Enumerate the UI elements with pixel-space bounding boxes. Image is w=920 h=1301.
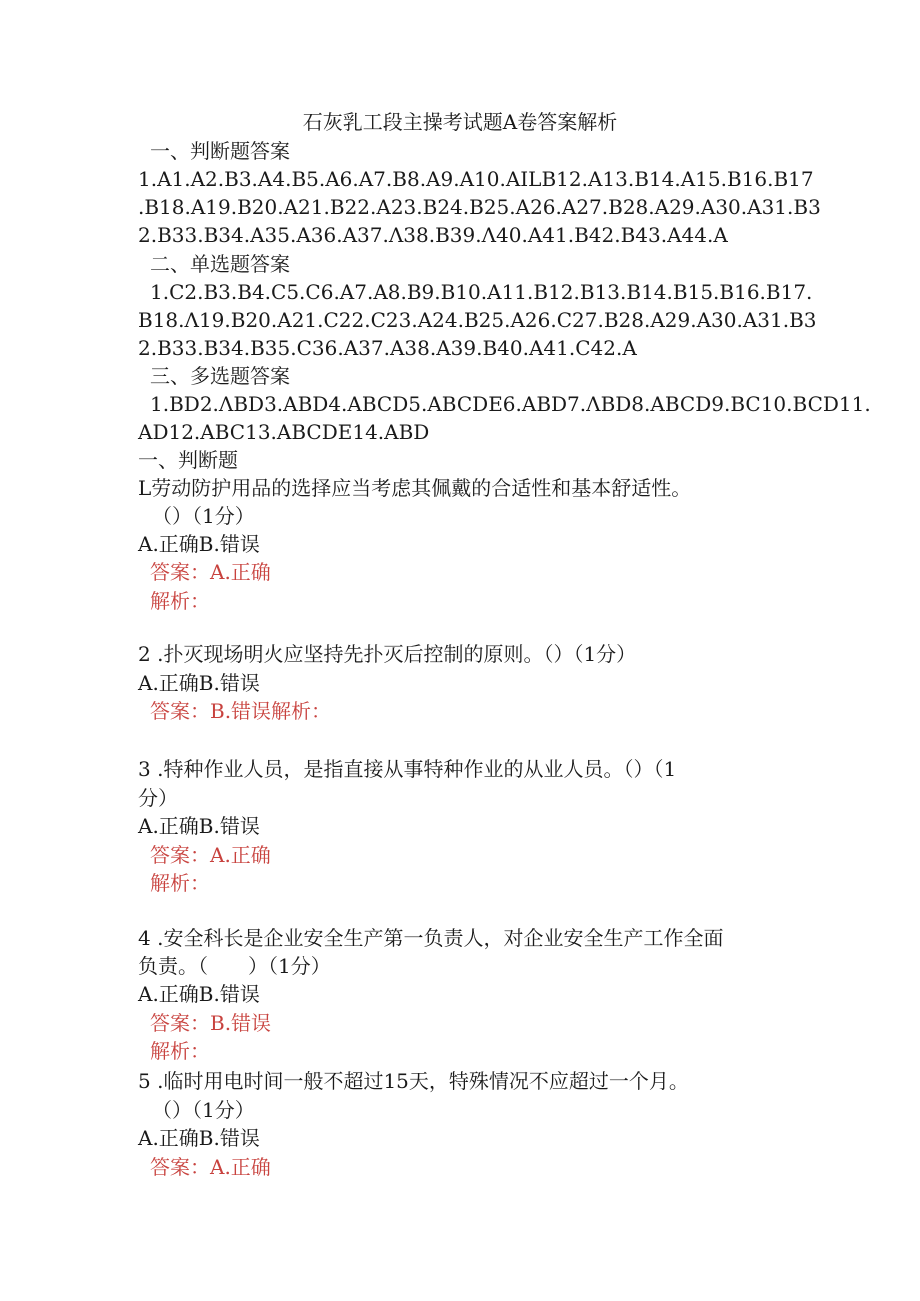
judge-answers-line-2: .B18.A19.B20.A21.B22.A23.B24.B25.A26.A27.B28.A29.A30.A31.B3 [138,195,821,219]
judge-answers-line-3: 2.B33.B34.A35.A36.A37.Λ38.B39.Λ40.A41.B42.B43.A44.A [138,223,728,247]
question-3-options: A.正确B.错误 [138,814,260,838]
question-4-stem: 4 .安全科长是企业安全生产第一负责人，对企业安全生产工作全面 [138,926,724,950]
single-answers-heading: 二、单选题答案 [150,252,290,276]
question-4-analysis: 解析： [150,1039,210,1063]
single-answers-line-2: B18.Λ19.B20.A21.C22.C23.A24.B25.A26.C27.B28.A29.A30.A31.B3 [138,308,817,332]
multi-answers-line-2: AD12.ABC13.ABCDE14.ABD [138,420,430,444]
single-answers-line-1: 1.C2.B3.B4.C5.C6.A7.A8.B9.B10.A11.B12.B13.B14.B15.B16.B17. [150,280,813,304]
judge-answers-heading: 一、判断题答案 [150,139,290,163]
question-1-stem: L劳动防护用品的选择应当考虑其佩戴的合适性和基本舒适性。 [138,476,692,500]
question-5-stem: 5 .临时用电时间一般不超过15天，特殊情况不应超过一个月。 [138,1069,689,1093]
section-judge-heading: 一、判断题 [138,448,238,472]
question-5-stem-cont: （）（1分） [152,1098,255,1122]
question-5-options: A.正确B.错误 [138,1126,260,1150]
question-3-stem-cont: 分） [138,786,178,810]
question-3-stem: 3 .特种作业人员，是指直接从事特种作业的从业人员。（）（1 [138,757,677,781]
question-2-options: A.正确B.错误 [138,671,260,695]
question-1-options: A.正确B.错误 [138,532,260,556]
judge-answers-line-1: 1.A1.A2.B3.A4.B5.A6.A7.B8.A9.A10.AILB12.A13.B14.A15.B16.B17 [138,167,814,191]
question-3-analysis: 解析： [150,871,210,895]
question-4-options: A.正确B.错误 [138,982,260,1006]
question-3-answer: 答案：A.正确 [150,843,271,867]
multi-answers-line-1: 1.BD2.ΛBD3.ABD4.ABCD5.ABCDE6.ABD7.ΛBD8.ABCD9.BC10.BCD11. [150,392,871,416]
question-2-stem: 2 .扑灭现场明火应坚持先扑灭后控制的原则。（）（1分） [138,642,637,666]
question-1-answer: 答案：A.正确 [150,560,271,584]
single-answers-line-3: 2.B33.B34.B35.C36.A37.A38.A39.B40.A41.C42.A [138,336,637,360]
multi-answers-heading: 三、多选题答案 [150,364,290,388]
question-4-stem-cont: 负责。（ ）（1分） [138,954,331,978]
question-1-analysis: 解析： [150,589,210,613]
question-1-stem-cont: （）（1分） [152,504,255,528]
question-2-answer: 答案：B.错误解析： [150,699,332,723]
question-5-answer: 答案：A.正确 [150,1155,271,1179]
question-4-answer: 答案：B.错误 [150,1011,272,1035]
document-title: 石灰乳工段主操考试题A卷答案解析 [302,110,618,134]
